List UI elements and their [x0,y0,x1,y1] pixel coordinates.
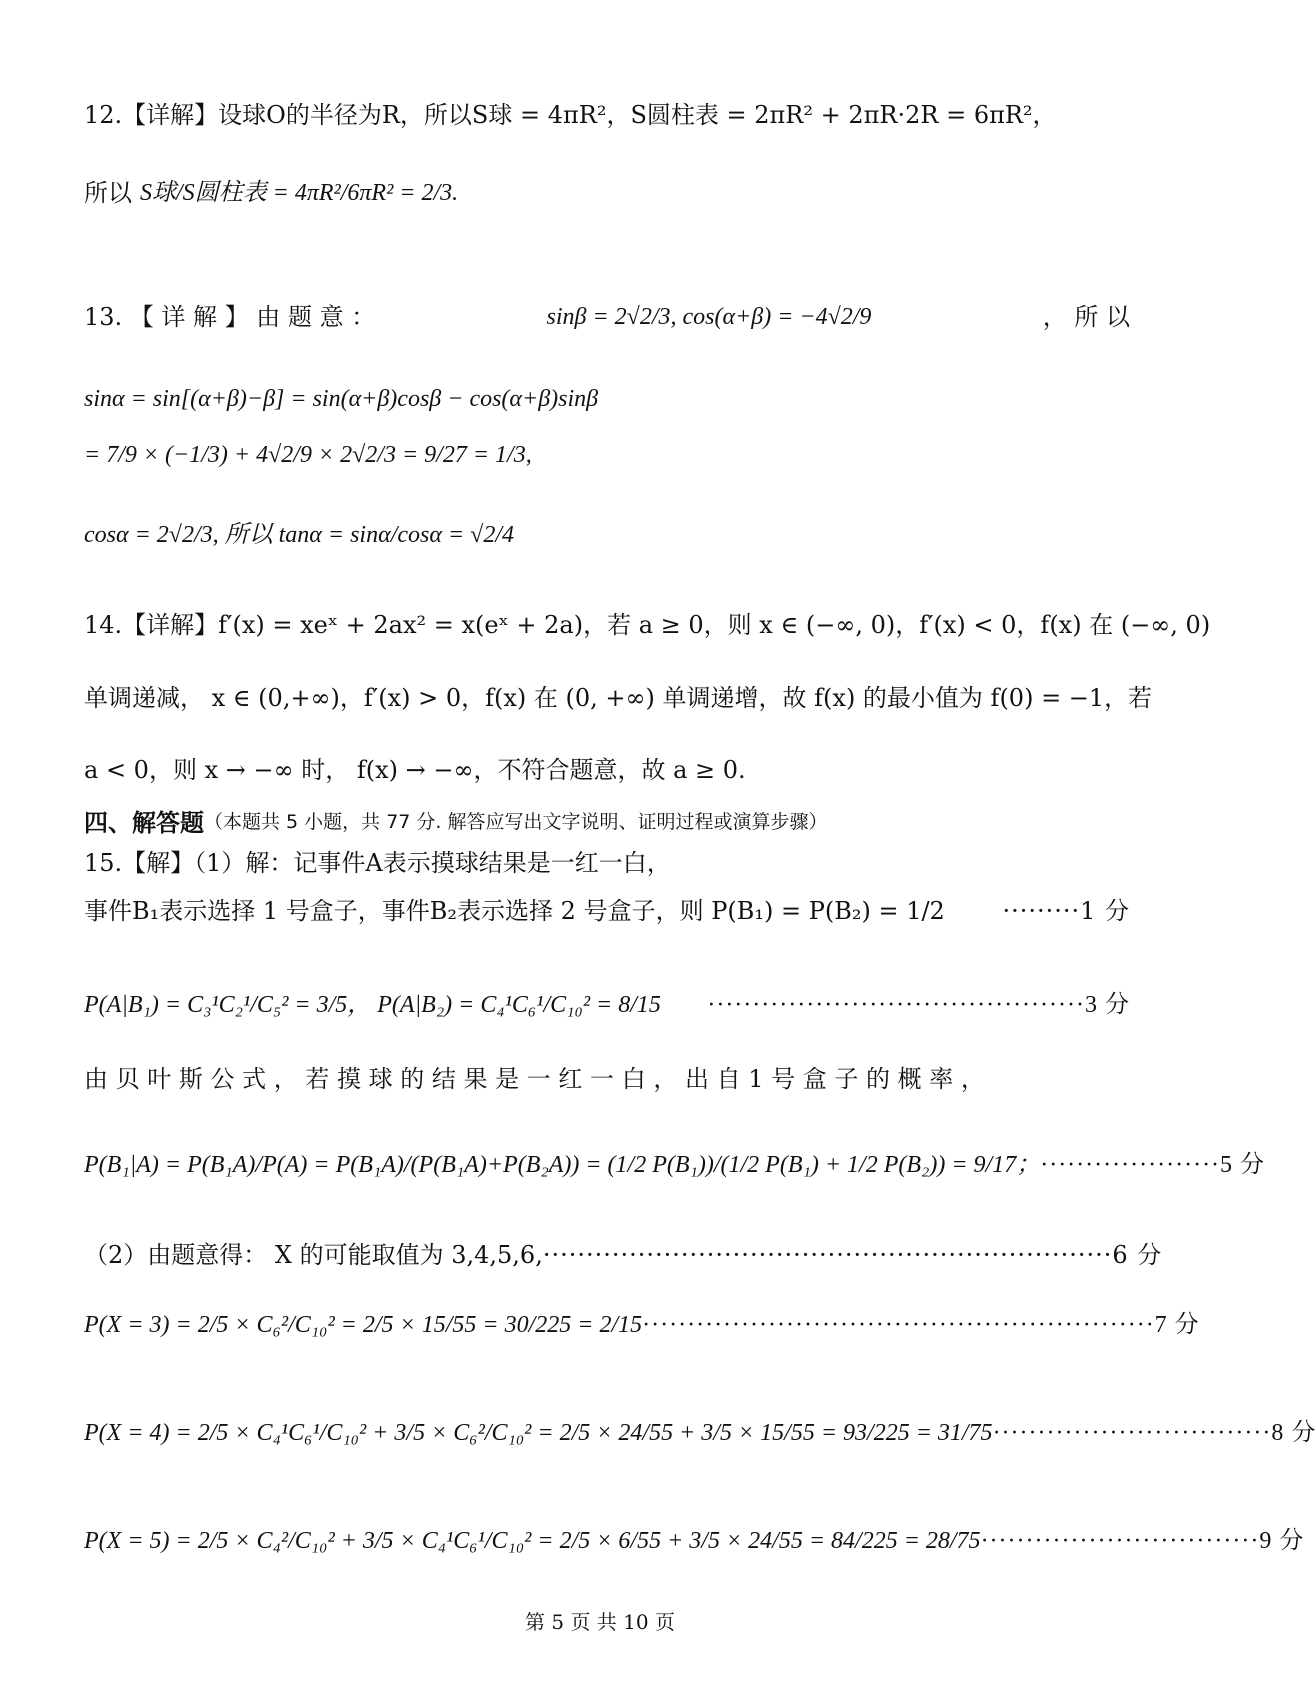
q14-line-2 [84,683,1153,713]
q13-prefix: 13. 【 详 解 】 由 题 意 ： [84,303,376,331]
q15-px3: P(X = 3) = 2/5 × C₆²/C₁₀² = 2/5 × 15/55 = 30/225 = 2/15 [84,1312,643,1338]
q15-text-1: 15.【解】（1）解：记事件A表示摸球结果是一红一白， [84,849,671,877]
page-footer: 第 5 页 共 10 页 [525,1610,675,1634]
q15-line-2 [84,896,1130,926]
q13-tan-value: cosα = 2√2/3, 所以 tanα = sinα/cosα = √2/4 [84,522,514,548]
q14-line-3 [84,755,1130,785]
q13-given: sinβ = 2√2/3, cos(α+β) = −4√2/9 [546,304,872,330]
q12-text-1: 12.【详解】设球O的半径为R，所以S球 = 4πR²，S圆柱表 = 2πR² + 2πR·2R = 6πR²， [84,101,1057,129]
score-3: ··········································3 分 [707,992,1130,1018]
q15-px5: P(X = 5) = 2/5 × C₄²/C₁₀² + 3/5 × C₄¹C₆¹/C₁₀² = 2/5 × 6/55 + 3/5 × 24/55 = 84/225 = 28/75 [84,1528,981,1554]
q15-line-1 [84,848,1130,878]
section-note: （本题共 5 小题，共 77 分. 解答应写出文字说明、证明过程或演算步骤） [204,811,828,834]
q15-text-2: 事件B₁表示选择 1 号盒子，事件B₂表示选择 2 号盒子，则 P(B₁) = P(B₂) = 1/2 [84,897,945,925]
q15-line-3 [84,990,1130,1020]
score-7: ·························································7 分 [642,1312,1200,1338]
q12-formula: S球/S圆柱表 = 4πR²/6πR² = 2/3. [140,180,459,206]
q15-line-9 [84,1526,1305,1556]
q15-conditional-probs: P(A|B₁) = C₃¹C₂¹/C₅² = 3/5， P(A|B₂) = C₄¹C₆¹/C₁₀² = 8/15 [84,992,661,1018]
q15-line-4 [84,1064,1130,1094]
q15-line-8 [84,1418,1316,1448]
q13-line-2 [84,384,1130,414]
q15-line-5 [84,1150,1266,1180]
q14-text-2: 单调递减， x ∈ (0,+∞)，f′(x) > 0，f(x) 在 (0, +∞) 单调递增，故 f(x) 的最小值为 f(0) = −1，若 [84,684,1153,712]
q15-px4: P(X = 4) = 2/5 × C₄¹C₆¹/C₁₀² + 3/5 × C₆²/C₁₀² = 2/5 × 24/55 + 3/5 × 15/55 = 93/225 = 31/75 [84,1420,993,1446]
section-title: 四、解答题 [84,809,204,837]
q14-line-1 [84,610,1211,640]
q13-sin-value: = 7/9 × (−1/3) + 4√2/9 × 2√2/3 = 9/27 = 1/3, [84,442,532,468]
score-9: ·······························9 分 [980,1528,1305,1554]
q13-sin-expansion: sinα = sin[(α+β)−β] = sin(α+β)cosβ − cos(α+β)sinβ [84,386,599,412]
score-1: ·········1 分 [1002,897,1130,925]
score-8: ·······························8 分 [992,1420,1316,1446]
q12-line-2 [84,178,1130,208]
q15-bayes-formula: P(B₁|A) = P(B₁A)/P(A) = P(B₁A)/(P(B₁A)+P(B₂A)) = (1/2 P(B₁))/(1/2 P(B₁) + 1/2 P(B₂)) = 9/17； [84,1152,1041,1178]
q15-part2-intro: （2）由题意得： X 的可能取值为 3,4,5,6, [84,1241,543,1269]
q13-line-3 [84,440,1130,470]
score-5: ····················5 分 [1040,1152,1266,1178]
q13-line-4 [84,520,1130,550]
q12-line-1 [84,100,1130,130]
q15-bayes-intro: 由 贝 叶 斯 公 式 ， 若 摸 球 的 结 果 是 一 红 一 白 ， 出 自 1 号 盒 子 的 概 率 ， [84,1065,985,1093]
q13-line-1 [84,302,1130,332]
q12-prefix: 所以 [84,179,132,207]
score-6: ··································································6 分 [542,1241,1163,1269]
section-heading [84,808,1130,838]
q13-suffix: ， 所 以 [1042,303,1130,331]
q14-text-1: 14.【详解】f′(x) = xeˣ + 2ax² = x(eˣ + 2a)，若 a ≥ 0，则 x ∈ (−∞, 0)，f′(x) < 0，f(x) 在 (−∞, 0) [84,611,1211,639]
q14-text-3: a < 0，则 x → −∞ 时， f(x) → −∞，不符合题意，故 a ≥ 0. [84,756,746,784]
q15-line-6 [84,1240,1163,1270]
q15-line-7 [84,1310,1200,1340]
